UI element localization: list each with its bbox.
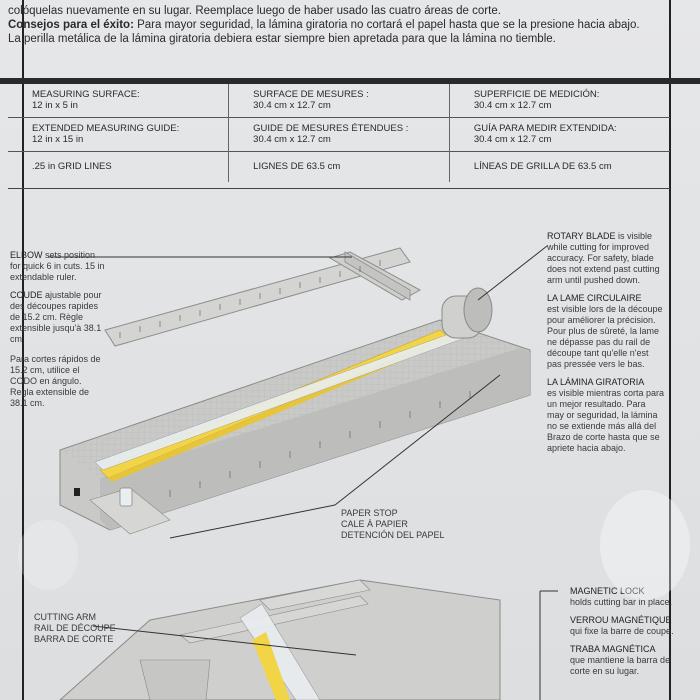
elbow-fr [10,290,105,345]
intro-line-3: La perilla metálica de la lámina giratoria debiera estar siempre bien apretada para que la lámina no tiemble. [8,33,556,45]
spec-label: SUPERFICIE DE MEDICIÓN: [473,89,600,100]
spec-label: EXTENDED MEASURING GUIDE: [32,123,180,134]
spec-value: 30.4 cm x 12.7 cm [473,100,552,111]
second-trimmer [60,580,500,700]
elbow-en [10,250,105,283]
elbow-fr-head: COUDE [10,290,43,300]
magnetic-lock-callout [570,586,688,677]
cutting-arm-fr: RAIL DE DÉCOUPE [34,623,116,633]
magnetic-es-head: TRABA MAGNÉTICA [570,644,656,654]
magnetic-es-text: que mantiene la barra de corte en su lugar. [570,655,671,676]
spec-label: LÍNEAS DE GRILLA DE 63.5 cm [473,161,612,172]
spec-value: 30.4 cm x 12.7 cm [473,134,552,145]
tips-text: Para mayor seguridad, la lámina giratoria no cortará el papel hasta que se la presione hacia abajo. [133,19,640,31]
paper-stop-es: DETENCIÓN DEL PAPEL [341,530,445,540]
paper-stop-callout [341,508,471,541]
magnetic-en-text: holds cutting bar in place. [570,597,673,607]
elbow-en-text: sets position for quick 6 in cuts. 15 in extendable ruler. [10,250,105,282]
cutting-arm-callout [34,612,124,645]
packaging-glare [600,490,690,600]
rotary-en [547,231,665,286]
cutting-arm-es: BARRA DE CORTE [34,634,114,644]
trimmer-body [60,320,530,534]
paper-stop [120,488,132,506]
spec-label: MEASURING SURFACE: [32,89,140,100]
spec-value: 30.4 cm x 12.7 cm [253,100,331,111]
rotary-en-text: is visible while cutting for improved accuracy. For safety, blade does not extend past cutting arm until pushed down. [547,231,660,285]
tips-label: Consejos para el éxito: [8,19,134,31]
extended-ruler [105,248,420,346]
rotary-fr-text: est visible lors de la découpe pour améliorer la précision. Pour plus de sûreté, la lame ne dépasse pas du rail de découpe tant qu'elle n'est pas pressée vers le bas. [547,304,663,369]
magnetic-en-head: MAGNETIC LOCK [570,586,645,596]
elbow-fr-text: ajustable pour des découpes rapides de 15.2 cm. Règle extensible jusqu'à 38.1 cm [10,290,102,344]
rotary-es-head: LA LÁMINA GIRATORIA [547,377,645,387]
spec-value: 30.4 cm x 12.7 cm [253,134,331,145]
cutting-arm-en: CUTTING ARM [34,612,96,622]
paper-stop-en: PAPER STOP [341,508,398,518]
elbow-callout [10,250,105,409]
spec-value: 12 in x 5 in [32,100,78,111]
magnetic-fr-head: VERROU MAGNÉTIQUE [570,615,672,625]
spec-label: GUIDE DE MESURES ÉTENDUES : [253,123,409,134]
packaging-glare [18,520,78,590]
paper-stop-fr: CALE À PAPIER [341,519,408,529]
rotary-blade-callout [547,231,665,454]
spec-label: SURFACE DE MESURES : [253,89,369,100]
rotary-fr-head: LA LAME CIRCULAIRE [547,293,642,303]
rotary-es-text: es visible mientras corta para un mejor resultado. Para may or seguridad, la lámina no se extiende más allá del Brazo de corte hasta que se apriete hacia abajo. [547,388,665,453]
spec-label: .25 in GRID LINES [32,161,112,172]
magnetic-fr-text: qui fixe la barre de coupe. [570,626,674,636]
magnet-lock [74,488,80,496]
elbow-es: Para cortes rápidos de 15.2 cm, utilice el CODO en ángulo. Regla extensible de 38.1 cm. [10,354,101,408]
spec-label: LIGNES DE 63.5 cm [253,161,341,172]
spec-label: GUÍA PARA MEDIR EXTENDIDA: [473,123,617,134]
rotary-en-head: ROTARY BLADE [547,231,616,241]
spec-value: 12 in x 15 in [32,134,84,145]
intro-line-1: colóquelas nuevamente en su lugar. Reemplace luego de haber usado las cuatro áreas de corte. [8,5,501,17]
elbow-en-head: ELBOW [10,250,43,260]
